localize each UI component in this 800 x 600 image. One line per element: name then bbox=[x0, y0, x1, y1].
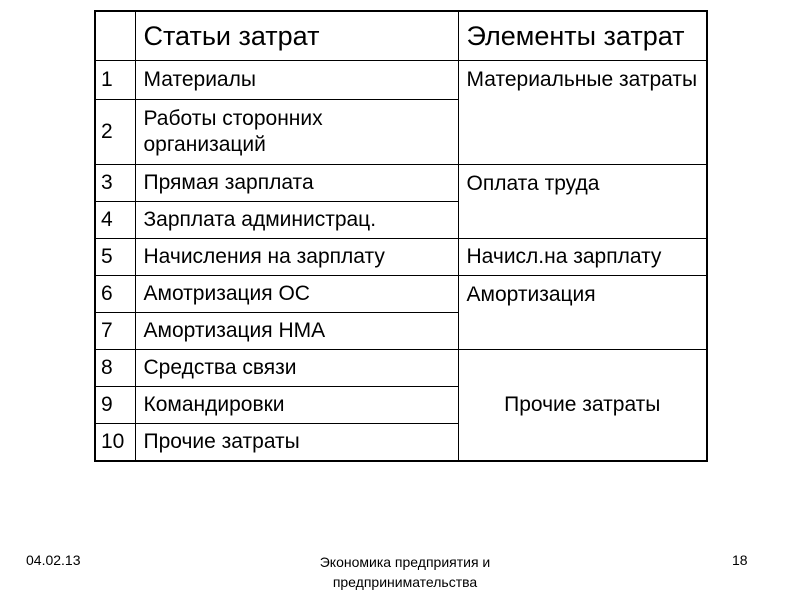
header-number bbox=[95, 11, 135, 61]
row-number: 8 bbox=[95, 350, 135, 387]
row-number: 4 bbox=[95, 202, 135, 239]
row-number: 10 bbox=[95, 424, 135, 462]
footer-title: Экономика предприятия и предпринимательства bbox=[319, 554, 491, 590]
cost-item: Прямая зарплата bbox=[135, 165, 458, 202]
cost-item: Амотризация ОС bbox=[135, 276, 458, 313]
row-number: 2 bbox=[95, 100, 135, 165]
footer-date: 04.02.13 bbox=[26, 552, 81, 568]
cost-item: Зарплата администрац. bbox=[135, 202, 458, 239]
cost-item: Материалы bbox=[135, 61, 458, 100]
cost-item: Работы сторонних организаций bbox=[135, 100, 458, 165]
table-row bbox=[95, 61, 707, 100]
cost-element-other: Прочие затраты bbox=[458, 350, 707, 462]
row-number: 3 bbox=[95, 165, 135, 202]
table-row bbox=[95, 276, 707, 313]
header-cost-items: Статьи затрат bbox=[135, 11, 458, 61]
row-number: 1 bbox=[95, 61, 135, 100]
page-number: 18 bbox=[732, 552, 748, 568]
table-row bbox=[95, 165, 707, 202]
table-row bbox=[95, 350, 707, 387]
cost-element-labor: Оплата труда bbox=[458, 165, 707, 239]
cost-element-material: Материальные затраты bbox=[458, 61, 707, 165]
row-number: 9 bbox=[95, 387, 135, 424]
header-cost-elements: Элементы затрат bbox=[458, 11, 707, 61]
table-row bbox=[95, 239, 707, 276]
cost-item: Прочие затраты bbox=[135, 424, 458, 462]
cost-item: Средства связи bbox=[135, 350, 458, 387]
cost-item: Командировки bbox=[135, 387, 458, 424]
table-header-row bbox=[95, 11, 707, 61]
cost-element-depreciation: Амортизация bbox=[458, 276, 707, 350]
cost-item: Амортизация НМА bbox=[135, 313, 458, 350]
cost-item: Начисления на зарплату bbox=[135, 239, 458, 276]
cost-table bbox=[94, 10, 708, 462]
row-number: 7 bbox=[95, 313, 135, 350]
row-number: 5 bbox=[95, 239, 135, 276]
cost-element-payroll-charges: Начисл.на зарплату bbox=[458, 239, 707, 276]
row-number: 6 bbox=[95, 276, 135, 313]
